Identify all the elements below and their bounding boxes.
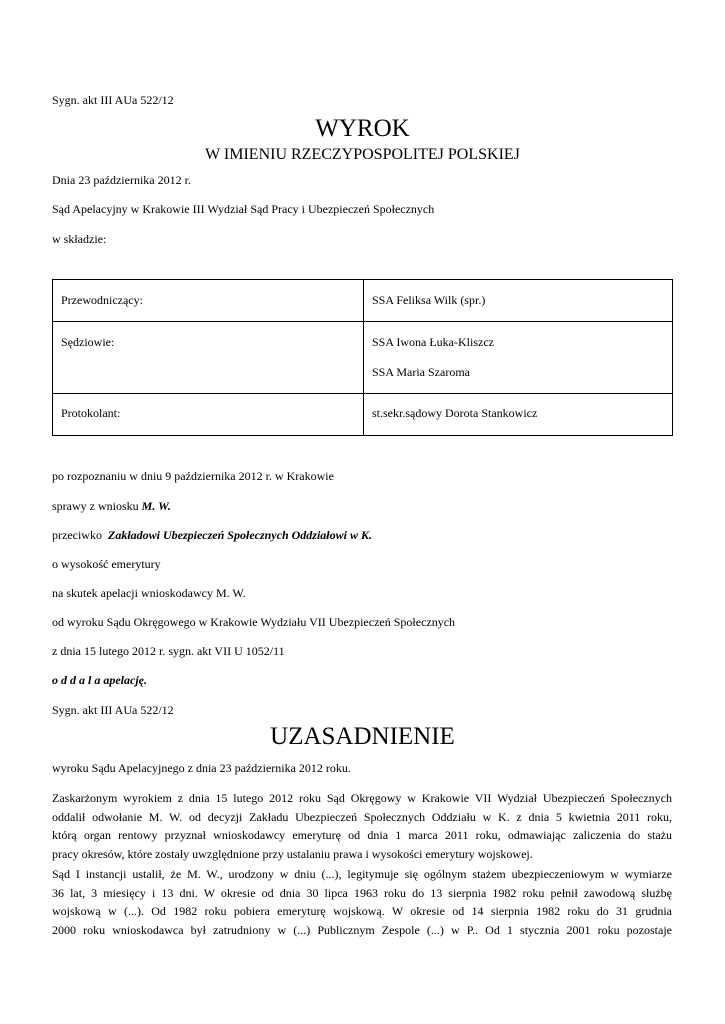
paragraph-line: Sąd I instancji ustalił, że M. W., urodzony w dniu (...), legitymuje się ogólnym stażem ubezpieczeniowym w wymiarze (52, 867, 672, 881)
judge-name: SSA Feliksa Wilk (spr.) (372, 293, 486, 307)
role-label: Protokolant: (61, 406, 121, 420)
against-line (52, 528, 372, 542)
lower-judgment-date: z dnia 15 lutego 2012 r. sygn. akt VII U 1052/11 (52, 644, 285, 658)
paragraph-line: którą organ rentowy przyznał wnioskodawcy emeryturę od dnia 1 marca 2011 roku, odmawiając zaliczenia do stażu (52, 828, 672, 842)
clerk-name: st.sekr.sądowy Dorota Stankowicz (372, 406, 538, 420)
paragraph-line: oddalił odwołanie M. W. od decyzji Zakładu Ubezpieczeń Społecznych Oddziału w K. z dnia 5 kwietnia 2011 roku, (52, 809, 672, 824)
subject-line: o wysokość emerytury (52, 557, 161, 571)
composition-row (53, 322, 673, 394)
court-name: Sąd Apelacyjny w Krakowie III Wydział Sąd Pracy i Ubezpieczeń Społecznych (52, 202, 435, 216)
judge-name: SSA Maria Szaroma (372, 365, 470, 379)
justification-paragraph-1 (52, 789, 672, 863)
role-label: Sędziowie: (61, 335, 115, 349)
justification-intro: wyroku Sądu Apelacyjnego z dnia 23 października 2012 roku. (52, 761, 351, 775)
role-cell (53, 280, 364, 322)
names-cell (364, 280, 673, 322)
hearing-line: po rozpoznaniu w dniu 9 października 2012 r. w Krakowie (52, 469, 334, 483)
judgment-date: Dnia 23 października 2012 r. (52, 173, 191, 187)
appeal-line: na skutek apelacji wnioskodawcy M. W. (52, 586, 246, 600)
case-line (52, 499, 171, 513)
composition-intro: w składzie: (52, 232, 107, 246)
case-signature: Sygn. akt III AUa 522/12 (52, 93, 174, 107)
composition-row (53, 280, 673, 322)
paragraph-line: 36 lat, 3 miesięcy i 13 dni. W okresie od dnia 30 lipca 1963 roku do 13 sierpnia 1982 roku pełnił zawodową służbę (52, 885, 672, 900)
paragraph-line: Zaskarżonym wyrokiem z dnia 15 lutego 2012 roku Sąd Okręgowy w Krakowie VII Wydział Ubezpieczeń Społecznych (52, 791, 672, 805)
lower-judgment-line: od wyroku Sądu Okręgowego w Krakowie Wydziału VII Ubezpieczeń Społecznych (52, 615, 456, 629)
role-cell (53, 394, 364, 436)
case-signature-2: Sygn. akt III AUa 522/12 (52, 703, 174, 717)
names-cell (364, 322, 673, 394)
ruling: o d d a l a apelację. (52, 673, 147, 687)
names-cell (364, 394, 673, 436)
justification-title: UZASADNIENIE (270, 723, 455, 750)
judge-name: SSA Iwona Łuka-Kliszcz (372, 335, 494, 349)
composition-table (52, 279, 673, 436)
case-prefix: sprawy z wniosku (52, 499, 142, 513)
paragraph-line: wojskową w (...). Od 1982 roku pobiera emeryturę wojskową. W okresie od 14 sierpnia 1982 roku do 31 grudnia (52, 904, 672, 918)
composition-row (53, 394, 673, 436)
respondent-name: Zakładowi Ubezpieczeń Społecznych Oddziałowi w K. (107, 528, 372, 542)
role-label: Przewodniczący: (61, 293, 143, 307)
paragraph-line: pracy okresów, które zostały uwzględnione przy ustalaniu prawa i wysokości emerytury wojskowej. (52, 846, 533, 861)
role-cell (53, 322, 364, 394)
against-prefix: przeciwko (52, 528, 108, 542)
justification-paragraph-2 (52, 865, 672, 939)
applicant-name: M. W. (141, 499, 171, 513)
paragraph-line: 2000 roku wnioskodawca był zatrudniony w (...) Publicznym Zespole (...) w P.. Od 1 stycznia 2001 roku pozostaje (52, 922, 672, 937)
judgment-subtitle: W IMIENIU RZECZYPOSPOLITEJ POLSKIEJ (205, 146, 520, 163)
judgment-title: WYROK (315, 115, 410, 142)
